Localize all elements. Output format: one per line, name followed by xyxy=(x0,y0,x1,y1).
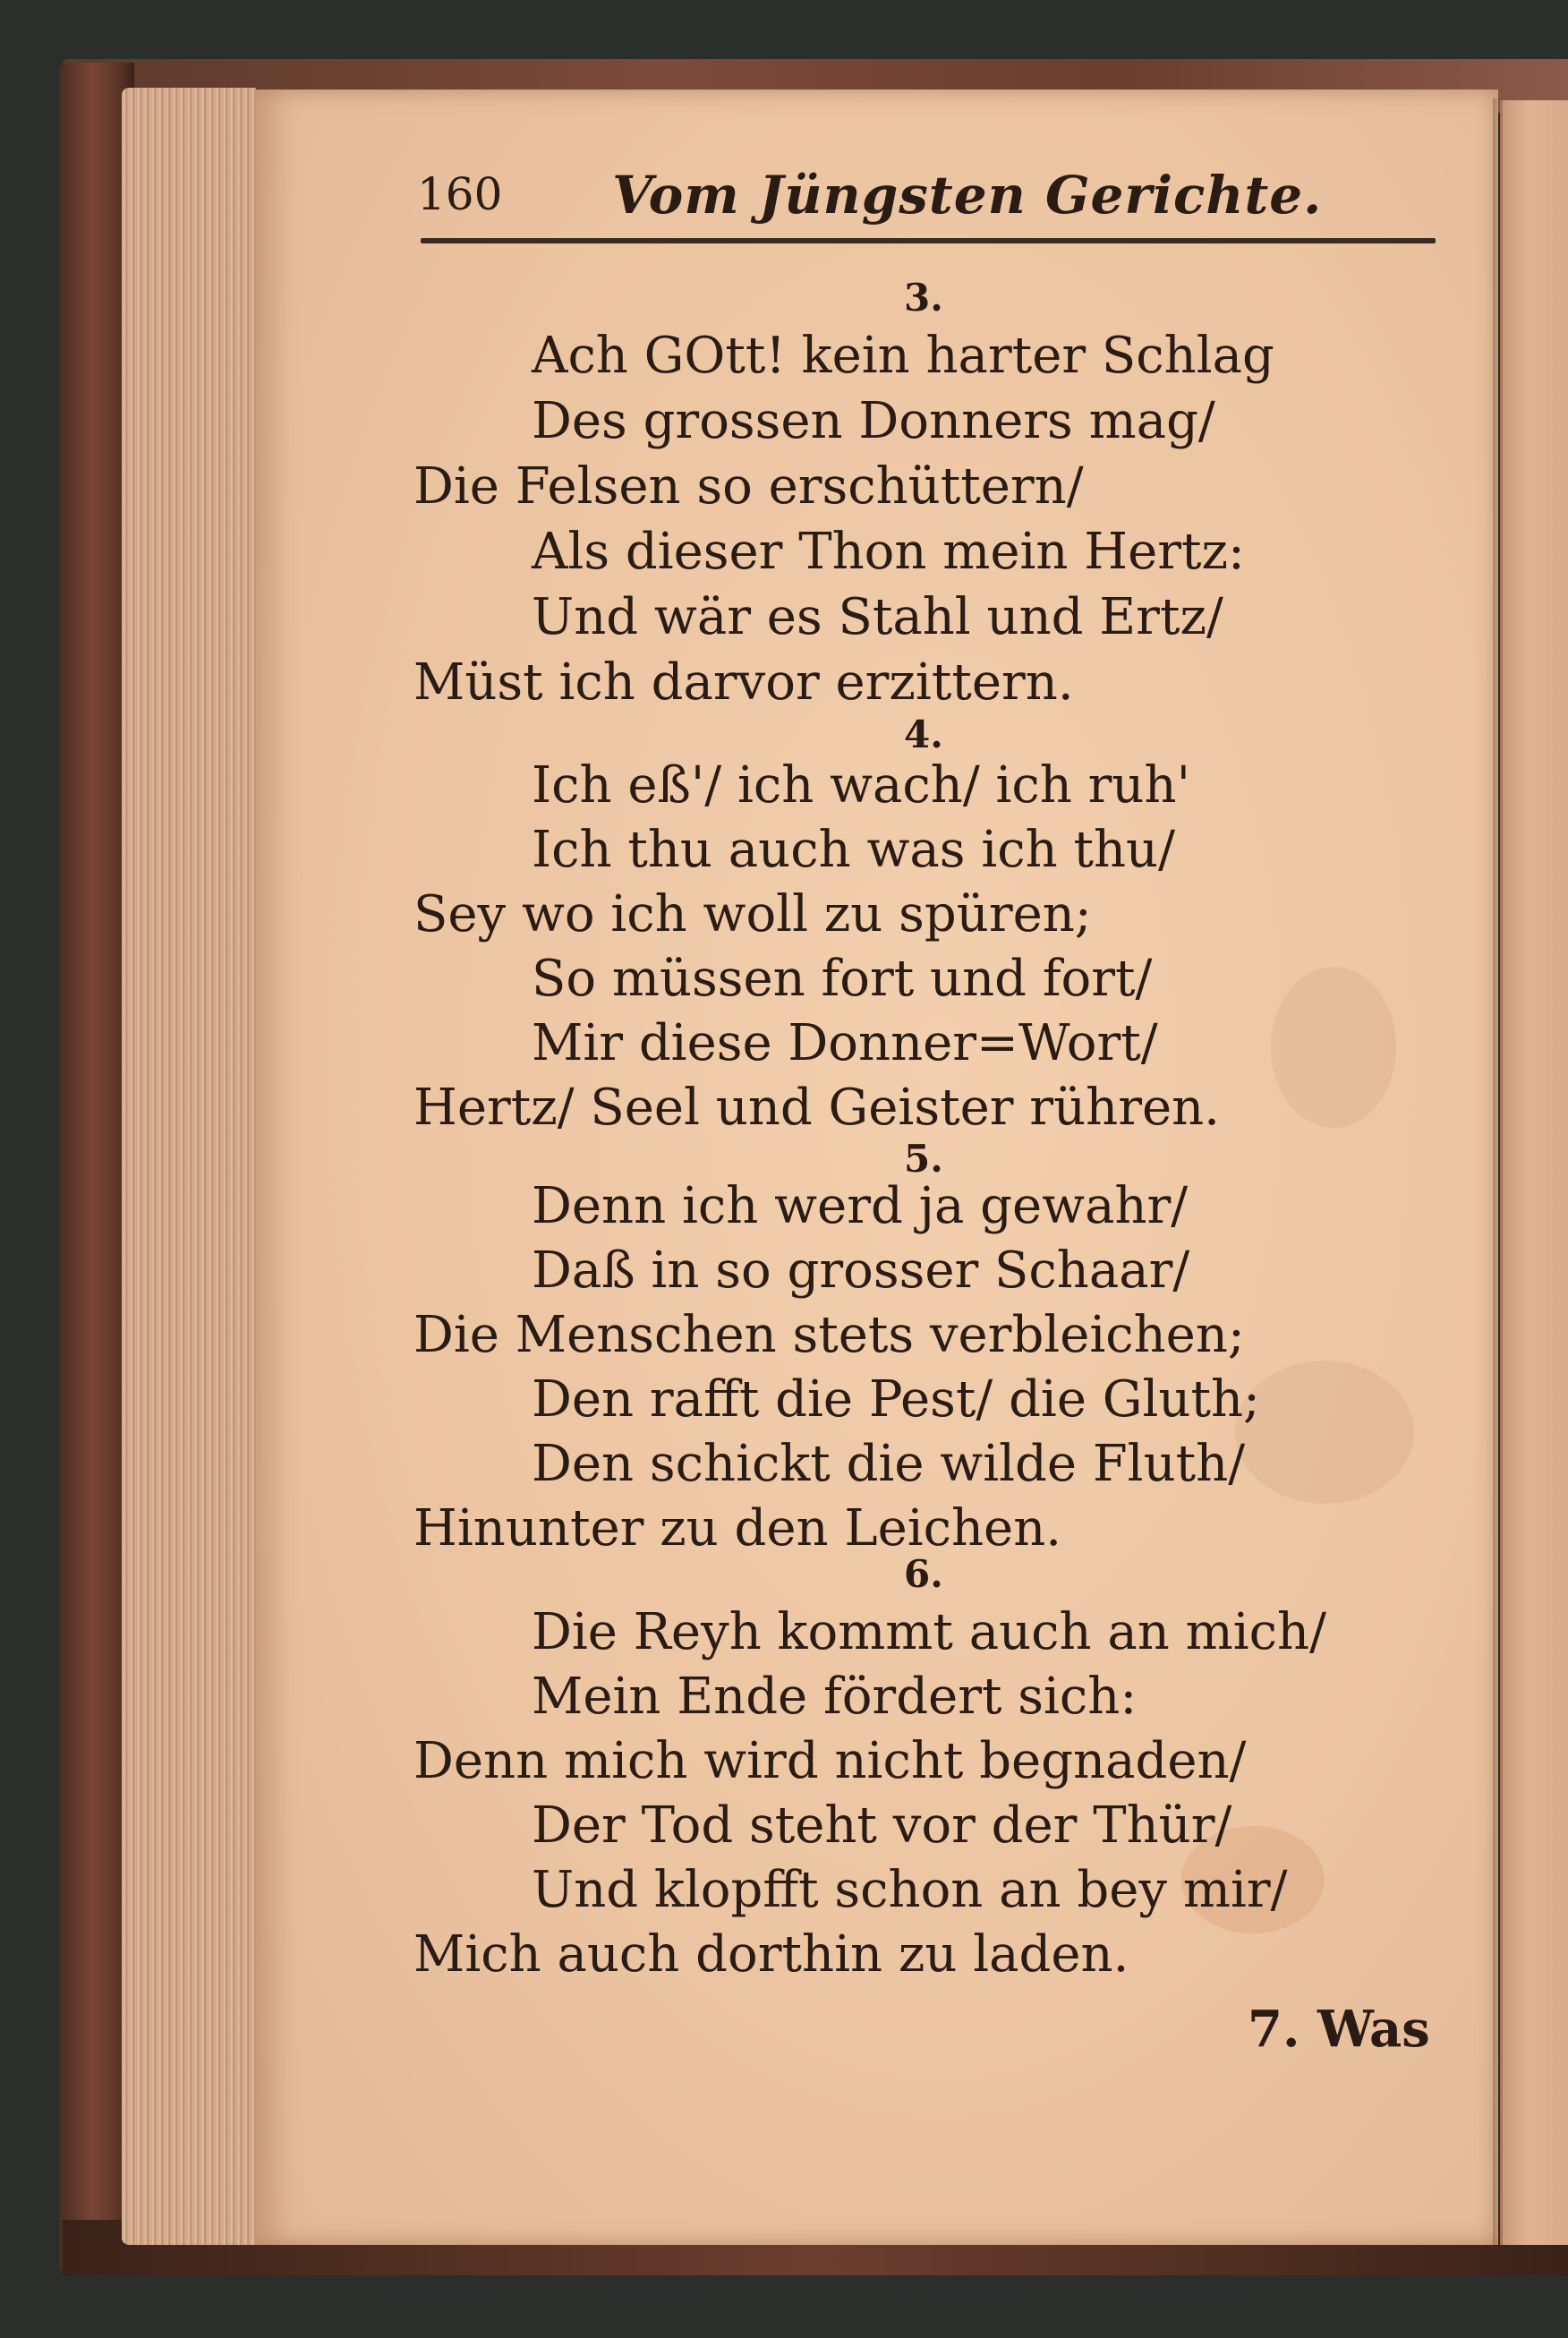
verse-line: Mich auch dorthin zu laden. xyxy=(413,1925,1129,1984)
verse-line: Den schickt die wilde Fluth/ xyxy=(532,1435,1246,1493)
verse-line: Daß in so grosser Schaar/ xyxy=(532,1242,1190,1300)
header-rule xyxy=(421,238,1436,243)
verse-line: Mein Ende fördert sich: xyxy=(532,1668,1138,1726)
verse-line: So müssen fort und fort/ xyxy=(532,950,1153,1008)
stanza-number: 5. xyxy=(904,1137,943,1181)
verse-line: Ich thu auch was ich thu/ xyxy=(532,821,1175,879)
page-number: 160 xyxy=(417,168,503,220)
verse-line: Des grossen Donners mag/ xyxy=(532,392,1215,450)
verse-line: Denn ich werd ja gewahr/ xyxy=(532,1177,1189,1235)
stanza-number: 6. xyxy=(904,1552,943,1596)
verse-line: Den rafft die Pest/ die Gluth; xyxy=(532,1370,1260,1429)
verse-line: Ich eß'/ ich wach/ ich ruh' xyxy=(532,756,1190,815)
verse-line: Ach GOtt! kein harter Schlag xyxy=(532,327,1274,385)
catchword: 7. Was xyxy=(1248,2000,1430,2059)
verse-line: Als dieser Thon mein Hertz: xyxy=(532,523,1245,581)
running-title: Vom Jüngsten Gerichte. xyxy=(612,165,1323,226)
verse-line: Müst ich darvor erzittern. xyxy=(413,653,1074,712)
facing-page-edge xyxy=(1500,100,1568,2245)
verse-line: Und wär es Stahl und Ertz/ xyxy=(532,588,1223,646)
stanza-number: 3. xyxy=(904,276,943,320)
paper-stain xyxy=(1271,967,1396,1128)
verse-line: Die Reyh kommt auch an mich/ xyxy=(532,1603,1326,1661)
verse-line: Die Menschen stets verbleichen; xyxy=(413,1306,1245,1364)
stanza-number: 4. xyxy=(904,712,943,756)
page-edges xyxy=(122,88,256,2245)
paper-stain xyxy=(1235,1361,1414,1504)
verse-line: Und klopfft schon an bey mir/ xyxy=(532,1861,1288,1919)
verse-line: Die Felsen so erschüttern/ xyxy=(413,457,1084,516)
verse-line: Hinunter zu den Leichen. xyxy=(413,1499,1062,1557)
verse-line: Mir diese Donner=Wort/ xyxy=(532,1014,1158,1072)
page-gutter-shadow xyxy=(1493,98,1500,2245)
verse-line: Der Tod steht vor der Thür/ xyxy=(532,1796,1232,1855)
verse-line: Denn mich wird nicht begnaden/ xyxy=(413,1732,1247,1790)
page-header xyxy=(417,165,1437,227)
verse-line: Sey wo ich woll zu spüren; xyxy=(413,885,1092,943)
verse-line: Hertz/ Seel und Geister rühren. xyxy=(413,1079,1220,1137)
